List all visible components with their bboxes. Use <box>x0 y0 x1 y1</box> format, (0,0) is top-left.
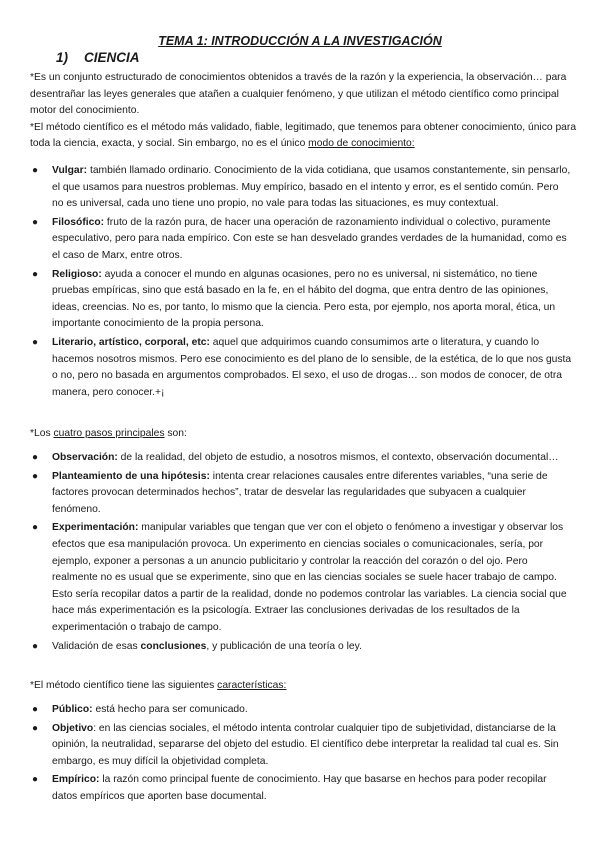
bullet-icon: ● <box>32 704 39 715</box>
caract-intro: *El método científico tiene las siguientes características: <box>30 680 287 691</box>
list-item: ● Público: está hecho para ser comunicado. <box>52 702 572 719</box>
bullet-icon: ● <box>32 165 39 176</box>
bullet-icon: ● <box>32 452 39 463</box>
list-item: ● Experimentación: manipular variables que tengan que ver con el objeto o fenómeno a investigar y observar los efectos que esa manipulación provoca. Un experimento en ciencias sociales o comunicacionales, sería, por ejemplo, exponer a personas a un anuncio publicitario y controlar la reacción del corazón o del ojo. Pero realmente no es usual que se experimente, sino que en las ciencias sociales se suele hacer trabajo de campo. Esto sería recopilar datos a partir de la realidad, donde no podemos controlar las variables. La ciencia social que hace más experimentación es la psicología. Extraer las conclusiones derivadas de los resultados de la experimentación o trabajo de campo. <box>32 522 567 633</box>
bullet-icon: ● <box>32 470 39 482</box>
intro-paragraph-1: *Es un conjunto estructurado de conocimientos obtenidos a través de la razón y la experiencia, la observación… para desentrañar las leyes generales que atañen a cualquier fenómeno, y que utilizan el método científico como principal motor del conocimiento. <box>30 72 567 117</box>
caracteristicas-list <box>32 702 572 808</box>
list-item: ● Literario, artístico, corporal, etc: aquel que adquirimos cuando consumimos arte o literatura, y cuando lo hacemos nosotros mismos. Pero ese conocimiento es del plano de lo sensible, de la estética, de lo que nos gusta o no, pero no basada en argumentos comprobados. El sexo, el uso de drogas… son modos de conocer, de otra manera, pero conocer.+¡ <box>32 336 572 398</box>
pasos-intro: *Los cuatro pasos principales son: <box>30 428 187 439</box>
list-item: ● Filosófico: fruto de la razón pura, de hacer una operación de razonamiento individual o colectivo, puramente especulativo, pero para nada empírico. Con este se han desvelado grandes verdades de la humanidad, como es el caso de Marx, entre otros. <box>32 216 567 261</box>
intro-block <box>30 70 578 153</box>
list-item: ● Empírico: la razón como principal fuente de conocimiento. Hay que basarse en hechos para poder recopilar datos empíricos que aporten base documental. <box>32 774 547 802</box>
cuatro-pasos-link: cuatro pasos principales <box>53 428 165 439</box>
list-item: ● Observación: de la realidad, del objeto de estudio, a nosotros mismos, el contexto, observación documental… <box>52 450 572 467</box>
modo-conocimiento-link: modo de conocimiento: <box>308 138 415 150</box>
bullet-icon: ● <box>32 268 39 280</box>
caracteristicas-link: características: <box>217 680 287 691</box>
bullet-icon: ● <box>32 216 39 228</box>
section-heading <box>56 50 140 65</box>
list-item: ● Objetivo: en las ciencias sociales, el método intenta controlar cualquier tipo de subjetividad, distanciarse de la opinión, la neutralidad, separarse del objeto del estudio. El científico debe interpretar la realidad tal cual es. Sin embargo, es muy difícil la objetividad completa. <box>32 722 559 767</box>
bullet-icon: ● <box>32 522 39 534</box>
bullet-icon: ● <box>32 774 39 786</box>
bullet-icon: ● <box>32 722 39 734</box>
bullet-icon: ● <box>32 640 39 652</box>
document-title: TEMA 1: INTRODUCCIÓN A LA INVESTIGACIÓN <box>158 34 442 48</box>
list-item: ● Planteamiento de una hipótesis: intenta crear relaciones causales entre diferentes variables, “una serie de factores provocan determinados hechos”, tratar de desvelar las regularidades que subyacen a cualquier fenómeno. <box>32 470 548 515</box>
list-item: ● Religioso: ayuda a conocer el mundo en algunas ocasiones, pero no es universal, ni sistemático, no tiene pruebas empíricas, sino que está basado en la fe, en el hábito del dogma, que entra dentro de las opiniones, ideas, creencias. No es, por tanto, lo mismo que la ciencia. Pero esta, por ejemplo, nos aporta moral, ética, un importante conocimiento de la propia persona. <box>32 268 556 330</box>
bullet-icon: ● <box>32 336 39 348</box>
intro-paragraph-2: *El método científico es el método más validado, fiable, legitimado, que tenemos para obtener conocimiento, único para toda la ciencia, exacta, y social. Sin embargo, no es el único modo de conocimiento: <box>30 121 577 150</box>
section-number: 1) <box>56 50 69 65</box>
list-item: ● Validación de esas conclusiones, y publicación de una teoría o ley. <box>52 639 572 656</box>
list-item: ● Vulgar: también llamado ordinario. Conocimiento de la vida cotidiana, que usamos constantemente, sin pensarlo, el que usamos para nuestros problemas. Muy empírico, basado en el intento y error, es el sentido común. Pero no es universal, cada uno tiene uno propio, no vale para todas las situaciones, es muy contextual. <box>32 165 571 210</box>
section-name: CIENCIA <box>84 50 140 65</box>
pasos-list <box>32 450 572 657</box>
modos-list <box>32 163 572 403</box>
